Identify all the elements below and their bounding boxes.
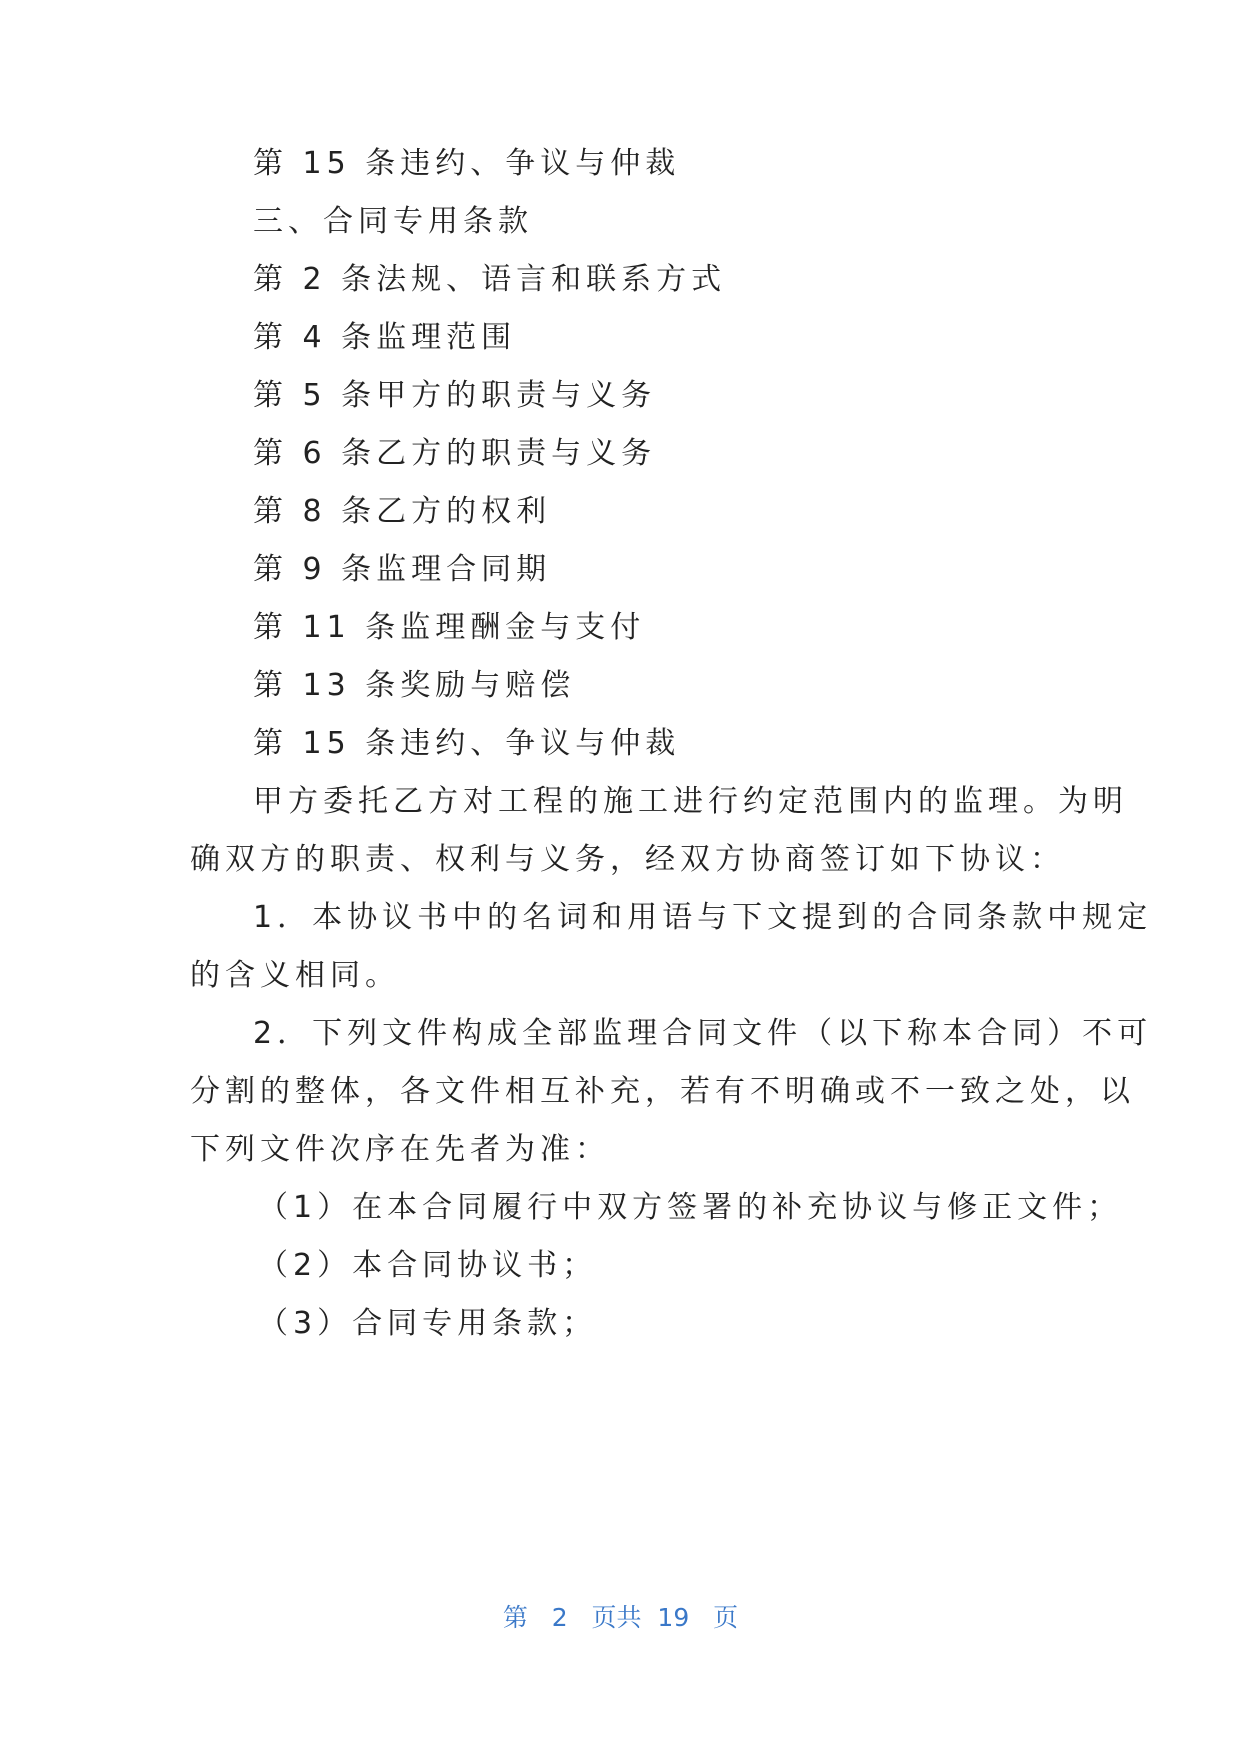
intro-paragraph-line-2: 确双方的职责、权利与义务，经双方协商签订如下协议：	[190, 842, 1065, 877]
toc-line-6: 第 6 条乙方的职责与义务	[253, 436, 657, 471]
toc-line-11: 第 15 条违约、争议与仲裁	[253, 726, 681, 761]
footer-total-pages: 19	[657, 1603, 690, 1632]
toc-line-7: 第 8 条乙方的权利	[253, 494, 552, 529]
toc-line-10: 第 13 条奖励与赔偿	[253, 668, 576, 703]
list-item-1: （1）在本合同履行中双方签署的补充协议与修正文件；	[258, 1190, 1123, 1225]
toc-line-3: 第 2 条法规、语言和联系方式	[253, 262, 727, 297]
toc-line-2: 三、合同专用条款	[253, 204, 533, 239]
toc-line-1: 第 15 条违约、争议与仲裁	[253, 146, 681, 181]
toc-line-8: 第 9 条监理合同期	[253, 552, 552, 587]
page-footer	[0, 1601, 1241, 1635]
clause-2-line-2: 分割的整体，各文件相互补充，若有不明确或不一致之处，以	[190, 1074, 1135, 1109]
clause-1-line-2: 的含义相同。	[190, 958, 400, 993]
toc-line-4: 第 4 条监理范围	[253, 320, 517, 355]
footer-current-page: 2	[551, 1603, 568, 1632]
clause-2-line-3: 下列文件次序在先者为准：	[190, 1132, 610, 1167]
footer-prefix: 第	[502, 1603, 528, 1632]
toc-line-5: 第 5 条甲方的职责与义务	[253, 378, 657, 413]
list-item-2: （2）本合同协议书；	[258, 1248, 598, 1283]
clause-1-line-1: 1．本协议书中的名词和用语与下文提到的合同条款中规定	[253, 900, 1153, 935]
list-item-3: （3）合同专用条款；	[258, 1306, 598, 1341]
footer-suffix: 页	[713, 1603, 739, 1632]
footer-middle: 页共	[591, 1603, 642, 1632]
intro-paragraph-line-1: 甲方委托乙方对工程的施工进行约定范围内的监理。为明	[253, 784, 1128, 819]
clause-2-line-1: 2．下列文件构成全部监理合同文件（以下称本合同）不可	[253, 1016, 1153, 1051]
toc-line-9: 第 11 条监理酬金与支付	[253, 610, 646, 645]
